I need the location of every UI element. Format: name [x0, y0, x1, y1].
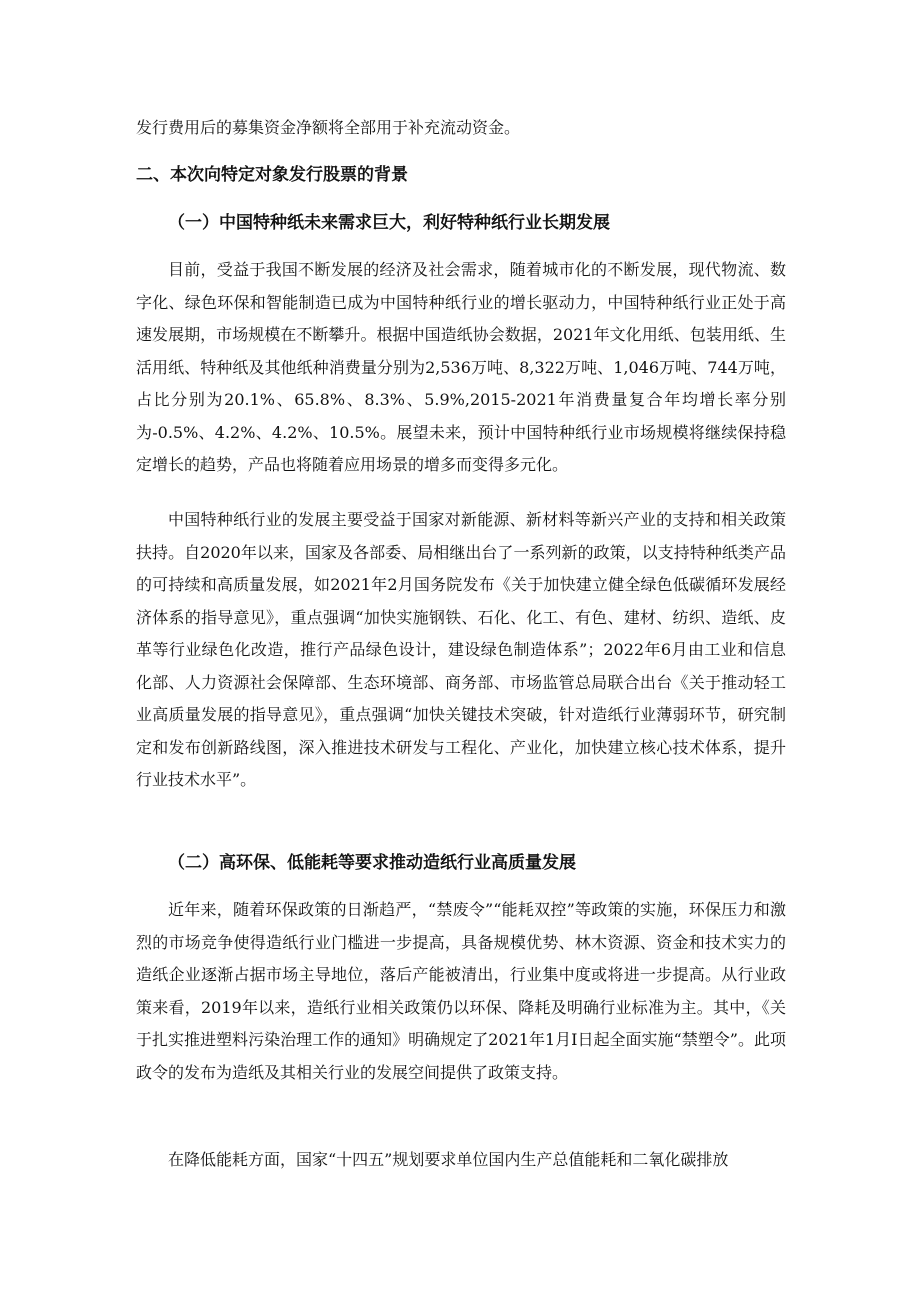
paragraph-environmental-policy: 近年来，随着环保政策的日渐趋严，“禁废令”“能耗双控”等政策的实施，环保压力和激烈的市场竞争使得造纸行业门槛进一步提高，具备规模优势、林木资源、资金和技术实力的造纸企业逐渐占据市场主导地位，落后产能被清出，行业集中度或将进一步提高。从行业政策来看，2019年以来，造纸行业相关政策仍以环保、降耗及明确行业标准为主。其中，《关于扎实推进塑料污染治理工作的通知》明确规定了2021年1月I日起全面实施“禁塑令”。此项政令的发布为造纸及其相关行业的发展空间提供了政策支持。 [136, 900, 786, 1082]
paragraph-energy-reduction: 在降低能耗方面，国家“十四五”规划要求单位国内生产总值能耗和二氧化碳排放 [168, 1150, 729, 1169]
subsection-heading-special-paper-demand: （一）中国特种纸未来需求巨大，利好特种纸行业长期发展 [168, 213, 610, 233]
paragraph-policy-support: 中国特种纸行业的发展主要受益于国家对新能源、新材料等新兴产业的支持和相关政策扶持。自2020年以来，国家及各部委、局相继出台了一系列新的政策，以支持特种纸类产品的可持续和高质量发展，如2021年2月国务院发布《关于加快建立健全绿色低碳循环发展经济体系的指导意见》，重点强调“加快实施钢铁、石化、化工、有色、建材、纺织、造纸、皮革等行业绿色化改造，推行产品绿色设计，建设绿色制造体系”；2022年6月由工业和信息化部、人力资源社会保障部、生态环境部、商务部、市场监管总局联合出台《关于推动轻工业高质量发展的指导意见》，重点强调“加快关键技术突破，针对造纸行业薄弱环节，研究制定和发布创新路线图，深入推进技术研发与工程化、产业化，加快建立核心技术体系，提升行业技术水平”。 [136, 510, 786, 789]
subsection-heading-environmental-requirements: （二）高环保、低能耗等要求推动造纸行业高质量发展 [168, 853, 576, 873]
paragraph-fund-usage: 发行费用后的募集资金净额将全部用于补充流动资金。 [136, 118, 521, 137]
section-heading-background: 二、本次向特定对象发行股票的背景 [136, 165, 408, 185]
paragraph-market-growth: 目前，受益于我国不断发展的经济及社会需求，随着城市化的不断发展，现代物流、数字化、绿色环保和智能制造已成为中国特种纸行业的增长驱动力，中国特种纸行业正处于高速发展期，市场规模在不断攀升。根据中国造纸协会数据，2021年文化用纸、包装用纸、生活用纸、特种纸及其他纸种消费量分别为2,536万吨、8,322万吨、1,046万吨、744万吨，占比分别为20.1%、65.8%、8.3%、5.9%,2015-2021年消费量复合年均增长率分别为-0.5%、4.2%、4.2%、10.5%。展望未来，预计中国特种纸行业市场规模将继续保持稳定增长的趋势，产品也将随着应用场景的增多而变得多元化。 [136, 260, 786, 474]
